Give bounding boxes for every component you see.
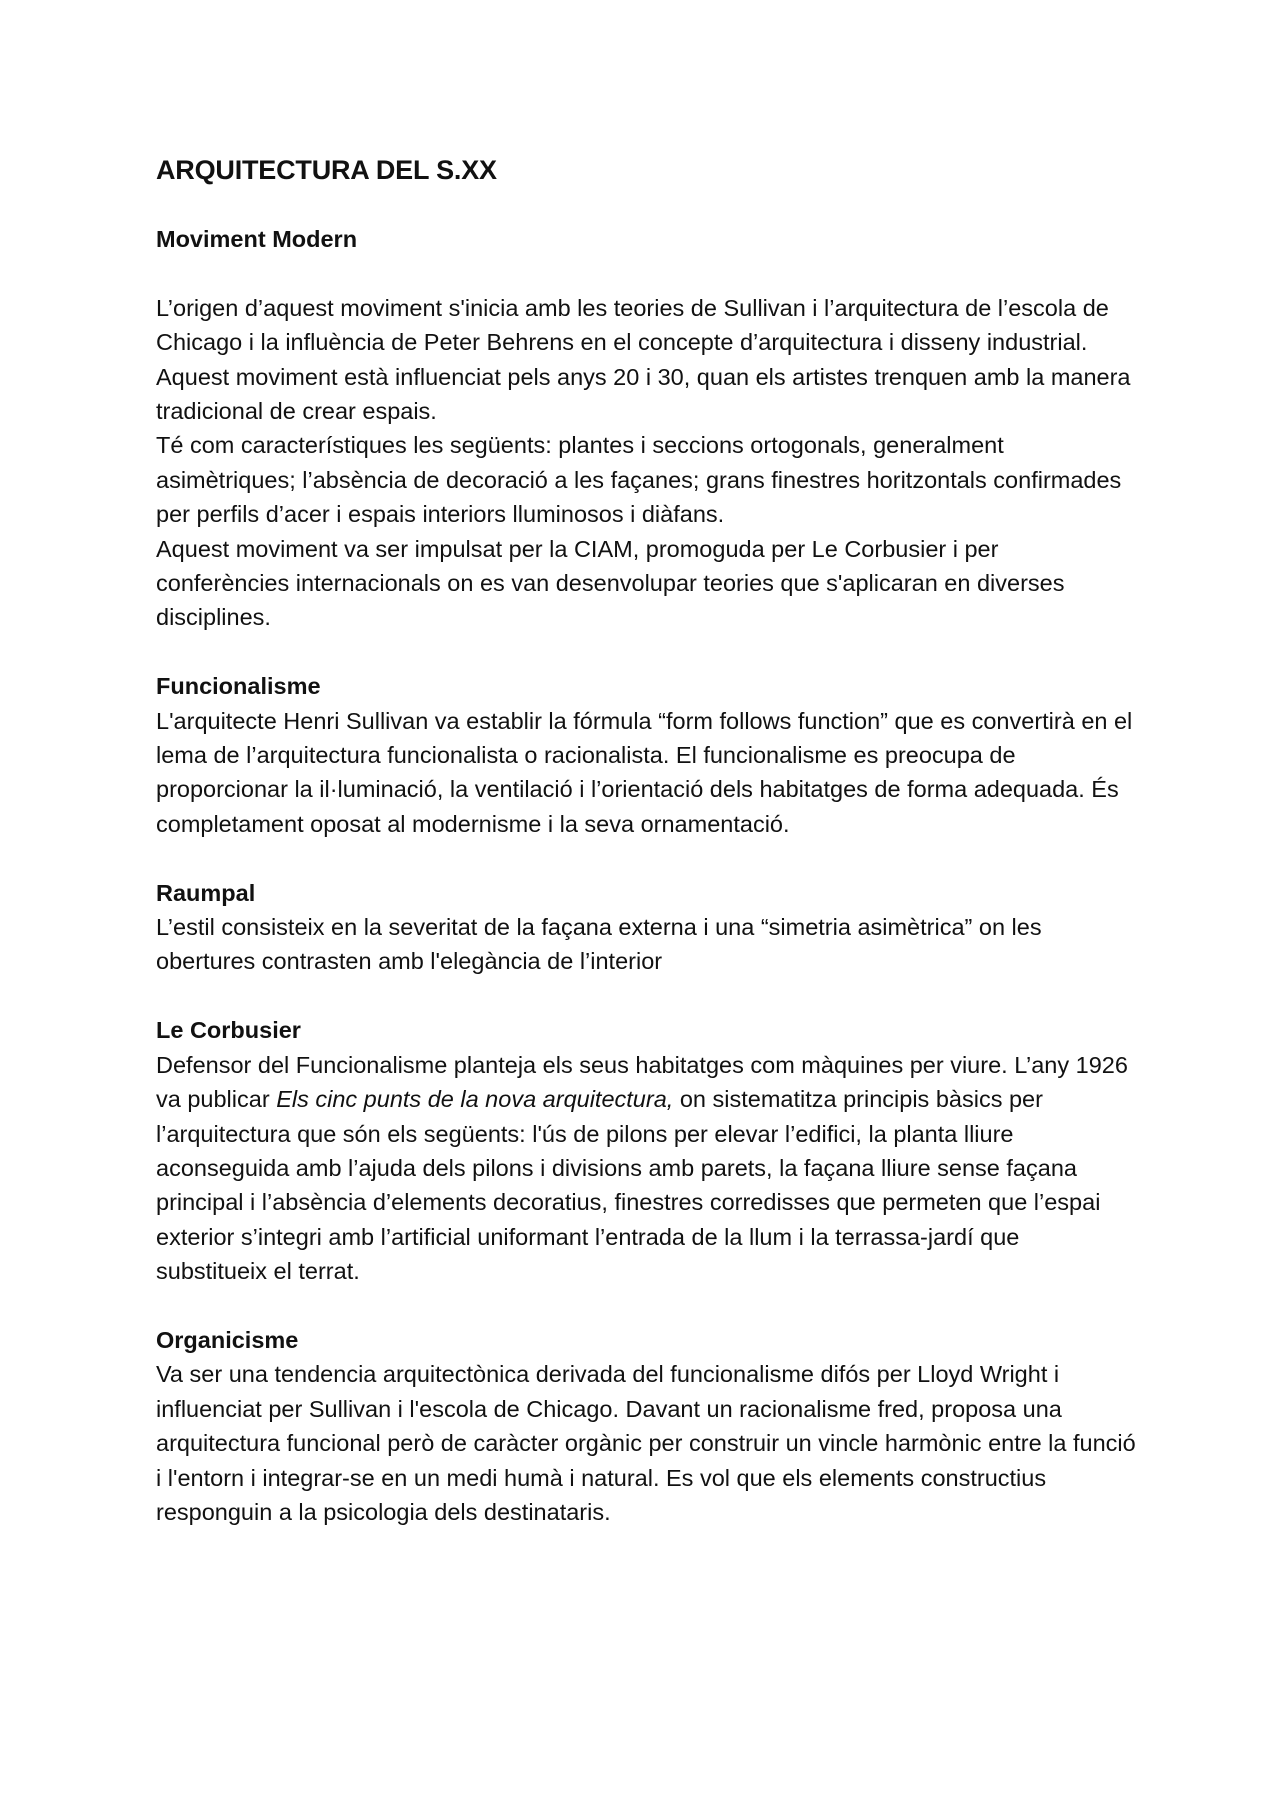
section-heading-organicisme: Organicisme <box>156 1326 299 1353</box>
paragraph: L’origen d’aquest moviment s'inicia amb les teories de Sullivan i l’arquitectura de l’escola de Chicago i la influència de Peter Behrens en el concepte d’arquitectura i disseny industrial. <box>156 294 1109 356</box>
paragraph: Va ser una tendencia arquitectònica derivada del funcionalisme difós per Lloyd Wright i influenciat per Sullivan i l'escola de Chicago. Davant un racionalisme fred, proposa una arquitectura funcional però de caràcter orgànic per construir un vincle harmònic entre la funció i l'entorn i integrar-se en un medi humà i natural. Es vol que els elements constructius responguin a la psicologia dels destinataris. <box>156 1361 1136 1525</box>
spacer <box>156 979 1136 1013</box>
spacer <box>156 256 1136 290</box>
section-heading-le-corbusier: Le Corbusier <box>156 1017 301 1044</box>
spacer <box>156 635 1136 669</box>
section-raumpal <box>156 876 1136 979</box>
paragraph: Aquest moviment va ser impulsat per la CIAM, promoguda per Le Corbusier i per conferències internacionals on es van desenvolupar teories que s'aplicaran en diverses disciplines. <box>156 535 1065 631</box>
spacer <box>156 841 1136 875</box>
document-title: ARQUITECTURA DEL S.XX <box>156 155 497 185</box>
document-page <box>156 150 1136 1529</box>
text-run: Defensor del Funcionalisme planteja els seus habitatges com màquines per viure. L’any 1926 va publicar <box>156 1051 1128 1113</box>
spacer <box>156 190 1136 222</box>
paragraph <box>156 1048 1136 1289</box>
book-title: Els cinc punts de la nova arquitectura, <box>276 1086 674 1113</box>
section-moviment-modern <box>156 222 1136 635</box>
text-run: on sistematitza principis bàsics per l’arquitectura que són els següents: l'ús de pilons per elevar l’edifici, la planta lliure aconseguida amb l’ajuda dels pilons i divisions amb parets, la façana lliure sense façana principal i l’absència d’elements decoratius, finestres corredisses que permeten que l’espai exterior s’integri amb l’artificial uniformant l’entrada de la llum i la terrassa-jardí que substitueix el terrat. <box>156 1086 1101 1285</box>
section-heading-funcionalisme: Funcionalisme <box>156 673 321 700</box>
paragraph: L'arquitecte Henri Sullivan va establir la fórmula “form follows function” que es convertirà en el lema de l’arquitectura funcionalista o racionalista. El funcionalisme es preocupa de proporcionar la il·luminació, la ventilació i l’orientació dels habitatges de forma adequada. És completament oposat al modernisme i la seva ornamentació. <box>156 707 1133 837</box>
section-organicisme <box>156 1323 1136 1529</box>
paragraph: Té com característiques les següents: plantes i seccions ortogonals, generalment asimètriques; l’absència de decoració a les façanes; grans finestres horitzontals confirmades per perfils d’acer i espais interiors lluminosos i diàfans. <box>156 432 1122 528</box>
paragraph: L’estil consisteix en la severitat de la façana externa i una “simetria asimètrica” on les obertures contrasten amb l'elegància de l’interior <box>156 914 1042 975</box>
section-heading-raumpal: Raumpal <box>156 879 256 906</box>
section-heading-moviment-modern: Moviment Modern <box>156 226 358 252</box>
section-le-corbusier <box>156 1013 1136 1288</box>
section-funcionalisme <box>156 669 1136 841</box>
spacer <box>156 1289 1136 1323</box>
paragraph: Aquest moviment està influenciat pels anys 20 i 30, quan els artistes trenquen amb la manera tradicional de crear espais. <box>156 363 1131 425</box>
